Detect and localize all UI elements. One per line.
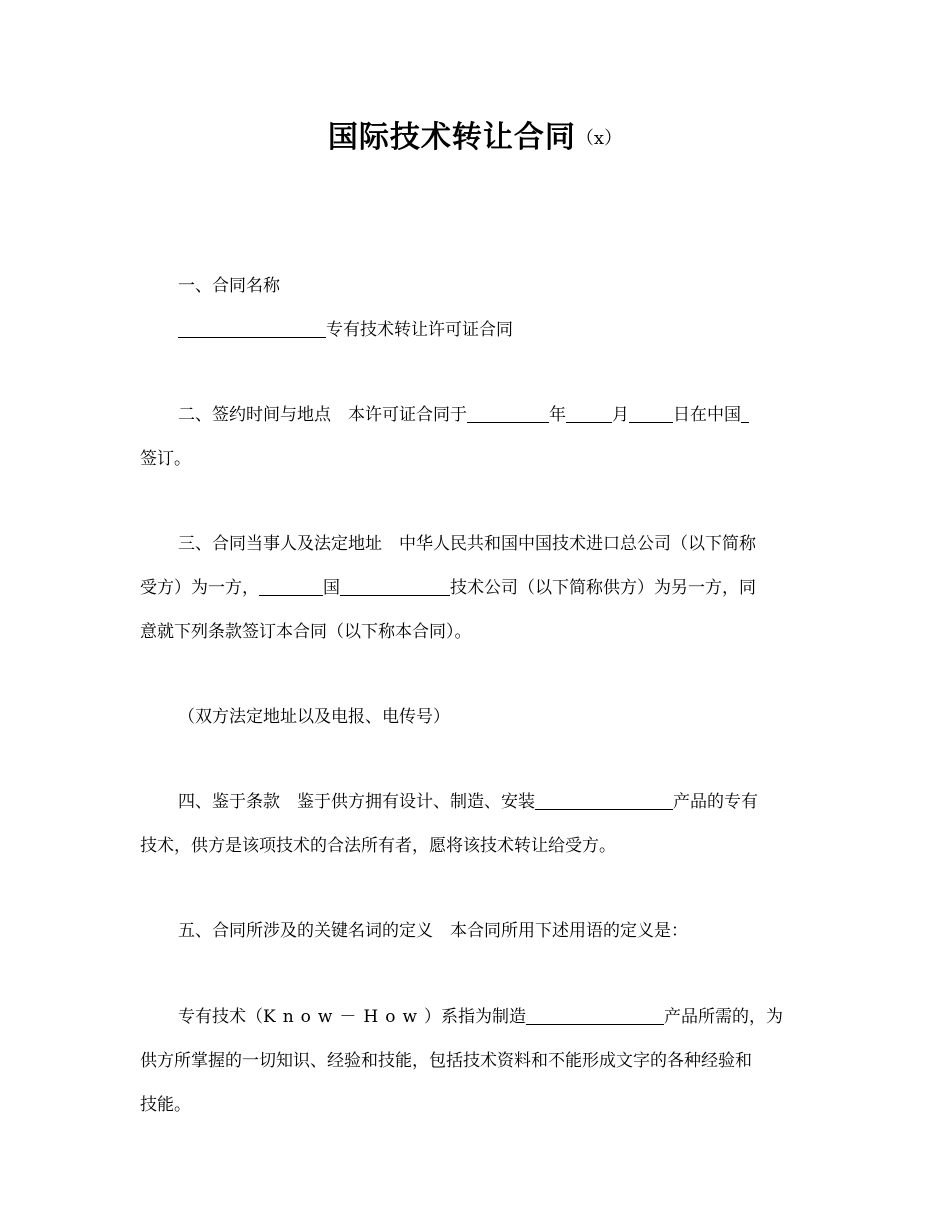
section-whereas bbox=[140, 780, 820, 868]
day-label: 日在中国 bbox=[673, 405, 741, 425]
section-2-line-1 bbox=[140, 393, 820, 437]
section-3-text-a: 受方）为一方， bbox=[140, 578, 259, 598]
section-parties bbox=[140, 522, 820, 654]
company-blank bbox=[340, 577, 450, 596]
contract-name-blank bbox=[178, 319, 326, 338]
section-3-text-b: 技术公司（以下简称供方）为另一方，同 bbox=[450, 578, 756, 598]
section-2-heading: 二、签约时间与地点 bbox=[178, 405, 331, 425]
definition-term: Know－How bbox=[263, 1007, 425, 1027]
month-label: 月 bbox=[612, 405, 629, 425]
year-blank bbox=[467, 404, 549, 423]
section-3-text-1: 中华人民共和国中国技术进口总公司（以下简称 bbox=[399, 534, 756, 554]
section-2-line-2: 签订。 bbox=[140, 449, 191, 469]
section-5-line-1 bbox=[140, 909, 820, 953]
section-signing-time-place bbox=[140, 393, 820, 481]
section-5-text: 本合同所用下述用语的定义是： bbox=[450, 921, 688, 941]
section-5-heading: 五、合同所涉及的关键名词的定义 bbox=[178, 921, 433, 941]
definition-text-a: 专有技术（ bbox=[178, 1007, 263, 1027]
section-contract-name bbox=[140, 264, 820, 352]
day-blank bbox=[629, 404, 673, 423]
title-suffix: （x） bbox=[575, 128, 623, 149]
product-blank bbox=[535, 791, 673, 810]
section-4-text-a: 鉴于供方拥有设计、制造、安装 bbox=[297, 792, 535, 812]
section-3-line-2 bbox=[140, 566, 820, 610]
definition-line-2: 供方所掌握的一切知识、经验和技能，包括技术资料和不能形成文字的各种经验和 bbox=[140, 1051, 752, 1071]
definition-product-blank bbox=[526, 1006, 664, 1025]
section-3-line-3: 意就下列条款签订本合同（以下称本合同）。 bbox=[140, 622, 472, 642]
place-blank bbox=[741, 404, 749, 423]
section-1-text: 专有技术转让许可证合同 bbox=[326, 320, 513, 340]
title-main: 国际技术转让合同 bbox=[327, 120, 576, 155]
country-label: 国 bbox=[323, 578, 340, 598]
section-3-note-block bbox=[140, 695, 820, 739]
section-3-note: （双方法定地址以及电报、电传号） bbox=[178, 707, 450, 727]
section-4-text-b: 产品的专有 bbox=[673, 792, 758, 812]
section-3-line-1 bbox=[140, 522, 820, 566]
month-blank bbox=[566, 404, 612, 423]
definition-know-how bbox=[140, 995, 820, 1127]
section-1-heading: 一、合同名称 bbox=[178, 276, 280, 296]
section-2-text-a: 本许可证合同于 bbox=[348, 405, 467, 425]
section-definitions bbox=[140, 909, 820, 953]
document-title bbox=[0, 112, 950, 156]
section-4-line-1 bbox=[140, 780, 820, 824]
definition-line-1 bbox=[140, 995, 820, 1039]
year-label: 年 bbox=[549, 405, 566, 425]
country-blank bbox=[259, 577, 323, 596]
section-4-line-2: 技术，供方是该项技术的合法所有者，愿将该技术转让给受方。 bbox=[140, 836, 616, 856]
section-4-heading: 四、鉴于条款 bbox=[178, 792, 280, 812]
section-3-heading: 三、合同当事人及法定地址 bbox=[178, 534, 382, 554]
definition-text-c: 产品所需的，为 bbox=[664, 1007, 784, 1027]
definition-line-3: 技能。 bbox=[140, 1095, 191, 1115]
definition-text-b: ）系指为制造 bbox=[424, 1007, 527, 1027]
section-1-body bbox=[140, 308, 820, 352]
